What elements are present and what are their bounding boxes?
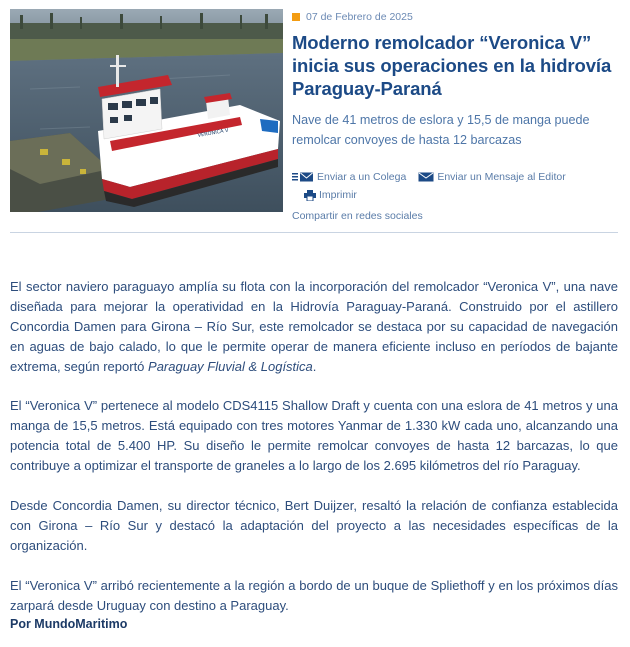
paragraph-1-main: El sector naviero paraguayo amplía su flota con la incorporación del remolcador “Veronica V”, una nave diseñada para mejorar la operatividad en la Hidrovía Paraguay-Paraná. Construido por el astillero Concordia Damen para Girona – Río Sur, este remolcador se destaca por su capacidad de navegación en aguas de bajo calado, lo que le permite operar de manera eficiente incluso en períodos de bajante extrema, según reportó — [10, 279, 618, 374]
hull-marking: VERONICA V — [197, 127, 230, 139]
header-divider — [10, 232, 618, 233]
paragraph-3: Desde Concordia Damen, su director técnico, Bert Duijzer, resaltó la relación de confianza establecida con Girona – Río Sur y destacó la adaptación del proyecto a las necesidades específicas de la organización. — [10, 498, 618, 553]
hero-image[interactable] — [10, 9, 283, 212]
article-header — [292, 9, 620, 204]
article-date: 07 de Febrero de 2025 — [306, 11, 413, 23]
paragraph-4: El “Veronica V” arribó recientemente a la región a bordo de un buque de Spliethoff y en los próximos días zarpará desde Uruguay con destino a Paraguay. — [10, 578, 618, 613]
article-subtitle: Nave de 41 metros de eslora y 15,5 de manga puede remolcar convoyes de hasta 12 barcazas — [292, 113, 590, 147]
paragraph-1 — [10, 277, 618, 377]
paragraph-1-end: . — [312, 359, 317, 374]
article-title: Moderno remolcador “Veronica V” inicia sus operaciones en la hidrovía Paraguay-Paraná — [292, 32, 612, 99]
printer-icon — [304, 190, 316, 201]
paragraph-2: El “Veronica V” pertenece al modelo CDS4115 Shallow Draft y cuenta con una eslora de 41 metros y una manga de 15,5 metros. Está equipado con tres motores Yanmar de 1.330 kW cada uno, alcanzando una potencia total de 5.400 HP. Su diseño le permite remolcar convoyes de hasta 12 barcazas, lo que contribuye a optimizar el transporte de graneles a lo largo de los 2.695 kilómetros del río Paraguay. — [10, 398, 618, 473]
send-colleague-link[interactable] — [292, 171, 406, 183]
print-link[interactable] — [304, 189, 357, 201]
date-row — [292, 9, 620, 25]
article-byline: Por MundoMaritimo — [10, 617, 128, 631]
article-actions — [292, 168, 620, 204]
send-editor-label: Enviar un Mensaje al Editor — [437, 171, 566, 183]
action-row-2 — [292, 186, 620, 204]
print-label: Imprimir — [319, 189, 357, 201]
envelope-lines-icon — [292, 172, 314, 182]
action-row-1 — [292, 168, 620, 186]
envelope-icon — [418, 172, 434, 182]
tugboat-photo-icon — [10, 9, 283, 212]
share-social-link[interactable]: Compartir en redes sociales — [292, 210, 423, 222]
send-editor-link[interactable] — [418, 171, 565, 183]
date-marker-icon — [292, 13, 300, 21]
article-body — [10, 277, 618, 636]
source-link: Paraguay Fluvial & Logística — [148, 359, 313, 374]
send-colleague-label: Enviar a un Colega — [317, 171, 407, 183]
